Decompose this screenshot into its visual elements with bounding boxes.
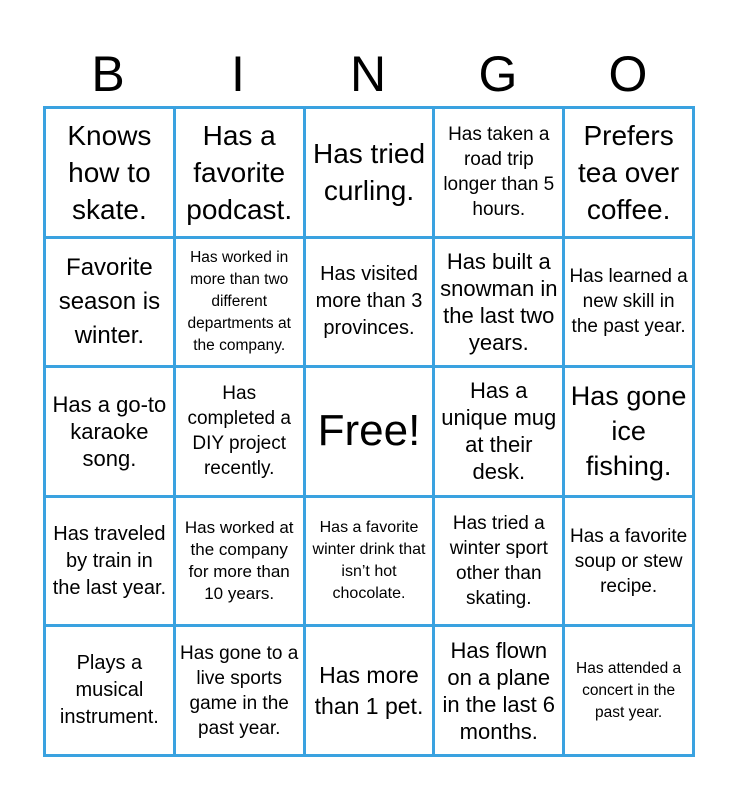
bingo-card bbox=[43, 106, 695, 757]
bingo-cell[interactable]: Has built a snowman in the last two years. bbox=[435, 239, 562, 366]
bingo-cell[interactable]: Has a unique mug at their desk. bbox=[435, 368, 562, 495]
bingo-cell[interactable]: Has a favorite soup or stew recipe. bbox=[565, 498, 692, 625]
bingo-cell[interactable]: Has visited more than 3 provinces. bbox=[306, 239, 433, 366]
bingo-cell[interactable]: Has gone ice fishing. bbox=[565, 368, 692, 495]
title-letter-o: O bbox=[608, 46, 648, 102]
title-letter-g: G bbox=[478, 46, 518, 102]
bingo-cell[interactable]: Has flown on a plane in the last 6 months. bbox=[435, 627, 562, 754]
bingo-cell[interactable]: Has more than 1 pet. bbox=[306, 627, 433, 754]
bingo-cell[interactable]: Has gone to a live sports game in the past year. bbox=[176, 627, 303, 754]
bingo-cell[interactable]: Knows how to skate. bbox=[46, 109, 173, 236]
bingo-cell[interactable]: Has traveled by train in the last year. bbox=[46, 498, 173, 625]
title-letter-i: I bbox=[231, 46, 245, 102]
title-letter-b: B bbox=[91, 46, 125, 102]
free-space[interactable]: Free! bbox=[306, 368, 433, 495]
bingo-cell[interactable]: Has a go-to karaoke song. bbox=[46, 368, 173, 495]
bingo-cell[interactable]: Has tried curling. bbox=[306, 109, 433, 236]
bingo-cell[interactable]: Has learned a new skill in the past year. bbox=[565, 239, 692, 366]
bingo-cell[interactable]: Favorite season is winter. bbox=[46, 239, 173, 366]
bingo-cell[interactable]: Has attended a concert in the past year. bbox=[565, 627, 692, 754]
bingo-cell[interactable]: Has worked at the company for more than 10 years. bbox=[176, 498, 303, 625]
bingo-title bbox=[43, 44, 695, 104]
bingo-cell[interactable]: Has a favorite winter drink that isn’t hot chocolate. bbox=[306, 498, 433, 625]
bingo-cell[interactable]: Has worked in more than two different departments at the company. bbox=[176, 239, 303, 366]
bingo-cell[interactable]: Has taken a road trip longer than 5 hours. bbox=[435, 109, 562, 236]
bingo-cell[interactable]: Has tried a winter sport other than skating. bbox=[435, 498, 562, 625]
bingo-cell[interactable]: Has completed a DIY project recently. bbox=[176, 368, 303, 495]
title-letter-n: N bbox=[349, 46, 387, 102]
bingo-cell[interactable]: Plays a musical instrument. bbox=[46, 627, 173, 754]
bingo-cell[interactable]: Prefers tea over coffee. bbox=[565, 109, 692, 236]
bingo-cell[interactable]: Has a favorite podcast. bbox=[176, 109, 303, 236]
